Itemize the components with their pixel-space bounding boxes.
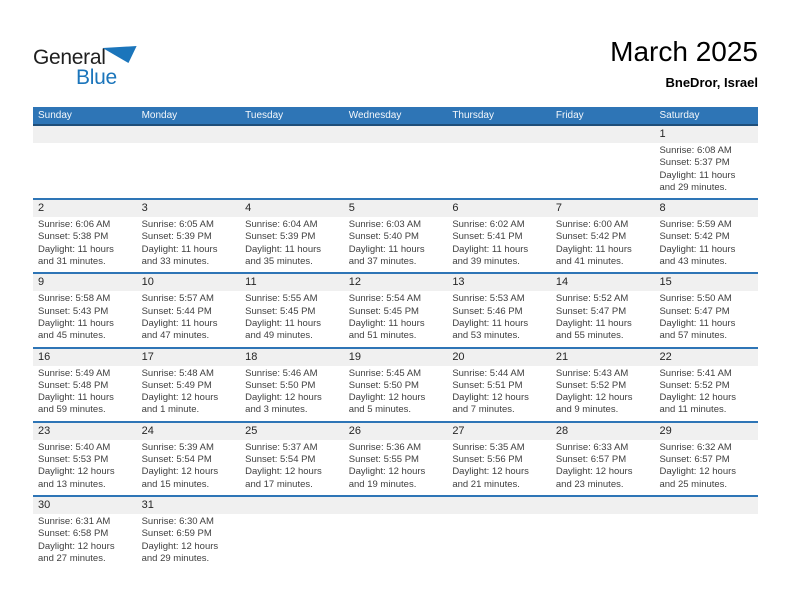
day-number: 16 xyxy=(38,350,51,363)
sunset-text: Sunset: 5:50 PM xyxy=(245,379,316,391)
day-number xyxy=(240,126,344,143)
sunrise-text: Sunrise: 5:46 AM xyxy=(245,367,318,379)
calendar-week-row xyxy=(33,495,758,569)
daylight-text: Daylight: 12 hours and 27 minutes. xyxy=(38,540,115,564)
sunset-text: Sunset: 5:39 PM xyxy=(245,231,316,243)
weekday-header-wednesday: Wednesday xyxy=(348,110,402,121)
day-number: 22 xyxy=(659,350,672,363)
day-cell xyxy=(551,514,655,569)
day-number: 12 xyxy=(348,276,361,289)
day-cell xyxy=(551,366,655,421)
day-number: 21 xyxy=(555,350,569,363)
weekday-header-sunday: Sunday xyxy=(38,110,72,121)
daylight-text: Daylight: 12 hours and 17 minutes. xyxy=(245,466,322,490)
day-cell xyxy=(447,366,551,421)
sunrise-text: Sunrise: 6:08 AM xyxy=(659,145,732,156)
sunrise-text: Sunrise: 6:02 AM xyxy=(452,219,525,231)
calendar-weeks xyxy=(33,126,758,569)
daylight-text: Daylight: 11 hours and 53 minutes. xyxy=(452,317,529,342)
day-number-band xyxy=(33,200,758,217)
sunrise-text: Sunrise: 5:37 AM xyxy=(245,441,318,453)
day-number-band xyxy=(33,423,758,440)
page-title: March 2025 xyxy=(610,36,758,67)
sunrise-text: Sunrise: 5:55 AM xyxy=(245,293,318,305)
day-cell xyxy=(654,217,758,272)
day-details-row xyxy=(33,217,758,272)
daylight-text: Daylight: 12 hours and 9 minutes. xyxy=(555,392,633,416)
sunrise-text: Sunrise: 6:33 AM xyxy=(555,441,629,453)
calendar-week-row xyxy=(33,198,758,272)
day-number: 15 xyxy=(659,276,672,289)
day-cell xyxy=(344,440,448,495)
daylight-text: Daylight: 11 hours and 39 minutes. xyxy=(452,243,529,268)
day-number-band xyxy=(33,126,758,143)
sunset-text: Sunset: 5:56 PM xyxy=(452,454,523,466)
day-number: 3 xyxy=(141,202,148,215)
day-number: 4 xyxy=(245,202,252,215)
logo-text-general: General xyxy=(33,46,106,69)
daylight-text: Daylight: 11 hours and 31 minutes. xyxy=(38,243,114,268)
day-number: 11 xyxy=(245,276,257,289)
day-number: 14 xyxy=(555,276,569,289)
sunrise-text: Sunrise: 5:35 AM xyxy=(452,441,525,453)
day-cell xyxy=(137,291,241,346)
day-number-band xyxy=(33,497,758,514)
sunrise-text: Sunrise: 5:45 AM xyxy=(348,367,422,379)
title-block xyxy=(610,36,758,90)
day-number: 31 xyxy=(141,498,154,511)
day-number: 10 xyxy=(141,276,154,289)
logo-text-blue: Blue xyxy=(76,66,117,89)
day-number xyxy=(137,126,241,143)
day-number: 25 xyxy=(245,424,258,437)
day-number xyxy=(447,497,551,514)
day-cell xyxy=(33,217,137,272)
sunrise-text: Sunrise: 5:40 AM xyxy=(38,441,111,453)
day-cell xyxy=(447,291,551,346)
day-cell xyxy=(240,291,344,346)
day-cell xyxy=(654,514,758,569)
sunrise-text: Sunrise: 5:43 AM xyxy=(555,367,629,379)
daylight-text: Daylight: 11 hours and 51 minutes. xyxy=(348,317,425,342)
sunset-text: Sunset: 5:49 PM xyxy=(141,379,212,391)
day-number xyxy=(33,126,137,143)
day-number: 2 xyxy=(38,202,45,215)
day-number: 26 xyxy=(348,424,361,437)
day-cell xyxy=(137,143,241,198)
sunrise-text: Sunrise: 5:57 AM xyxy=(141,293,214,305)
sunrise-text: Sunrise: 5:53 AM xyxy=(452,293,525,305)
day-cell xyxy=(137,514,241,569)
day-cell xyxy=(344,217,448,272)
day-number: 27 xyxy=(452,424,465,437)
sunset-text: Sunset: 5:41 PM xyxy=(452,231,523,243)
sunset-text: Sunset: 5:55 PM xyxy=(348,454,419,466)
weekday-header-saturday: Saturday xyxy=(659,110,700,121)
day-cell xyxy=(447,143,551,198)
sunset-text: Sunset: 5:37 PM xyxy=(659,157,730,169)
sunset-text: Sunset: 5:54 PM xyxy=(245,454,316,466)
daylight-text: Daylight: 12 hours and 21 minutes. xyxy=(452,466,529,490)
sunset-text: Sunset: 6:58 PM xyxy=(38,528,109,540)
daylight-text: Daylight: 11 hours and 55 minutes. xyxy=(555,317,632,342)
sunset-text: Sunset: 5:45 PM xyxy=(245,305,316,317)
weekday-header-friday: Friday xyxy=(555,110,584,121)
weekday-header-thursday: Thursday xyxy=(452,110,494,121)
day-number: 24 xyxy=(141,424,154,437)
calendar-table xyxy=(33,107,758,569)
day-number xyxy=(551,497,655,514)
day-number-band xyxy=(33,349,758,366)
day-number: 18 xyxy=(245,350,258,363)
daylight-text: Daylight: 12 hours and 15 minutes. xyxy=(141,466,219,490)
day-number: 30 xyxy=(38,498,51,511)
sunset-text: Sunset: 5:39 PM xyxy=(141,231,212,243)
day-cell xyxy=(654,143,758,198)
sunrise-text: Sunrise: 6:30 AM xyxy=(141,515,214,527)
day-cell xyxy=(654,440,758,495)
sunrise-text: Sunrise: 5:59 AM xyxy=(659,219,732,231)
weekday-header-monday: Monday xyxy=(141,110,178,121)
sunset-text: Sunset: 5:51 PM xyxy=(452,379,523,391)
sunset-text: Sunset: 5:38 PM xyxy=(38,231,109,243)
logo-triangle-icon xyxy=(103,46,137,63)
sunset-text: Sunset: 5:44 PM xyxy=(141,305,212,317)
day-details-row xyxy=(33,514,758,569)
sunset-text: Sunset: 6:57 PM xyxy=(659,454,730,466)
sunset-text: Sunset: 5:45 PM xyxy=(348,305,419,317)
weekday-header-row xyxy=(33,107,758,126)
daylight-text: Daylight: 11 hours and 45 minutes. xyxy=(38,317,114,342)
day-cell xyxy=(654,366,758,421)
sunrise-text: Sunrise: 5:36 AM xyxy=(348,441,422,453)
day-cell xyxy=(240,514,344,569)
location-subtitle: BneDror, Israel xyxy=(665,75,758,90)
sunrise-text: Sunrise: 5:44 AM xyxy=(452,367,525,379)
day-cell xyxy=(33,366,137,421)
sunset-text: Sunset: 5:52 PM xyxy=(659,379,730,391)
sunrise-text: Sunrise: 5:52 AM xyxy=(555,293,629,305)
calendar-week-row xyxy=(33,272,758,346)
day-cell xyxy=(447,514,551,569)
sunset-text: Sunset: 5:46 PM xyxy=(452,305,523,317)
sunrise-text: Sunrise: 6:31 AM xyxy=(38,515,111,527)
daylight-text: Daylight: 12 hours and 1 minute. xyxy=(141,392,219,416)
day-details-row xyxy=(33,143,758,198)
day-number: 6 xyxy=(452,202,459,215)
daylight-text: Daylight: 12 hours and 23 minutes. xyxy=(555,466,633,490)
sunrise-text: Sunrise: 5:48 AM xyxy=(141,367,214,379)
daylight-text: Daylight: 11 hours and 35 minutes. xyxy=(245,243,322,268)
day-number: 20 xyxy=(452,350,465,363)
day-cell xyxy=(137,440,241,495)
day-details-row xyxy=(33,440,758,495)
day-number: 29 xyxy=(659,424,672,437)
day-cell xyxy=(344,291,448,346)
sunset-text: Sunset: 5:42 PM xyxy=(555,231,627,243)
daylight-text: Daylight: 12 hours and 7 minutes. xyxy=(452,392,529,416)
day-cell xyxy=(240,217,344,272)
day-number: 13 xyxy=(452,276,465,289)
sunset-text: Sunset: 5:50 PM xyxy=(348,379,419,391)
sunset-text: Sunset: 5:53 PM xyxy=(38,454,109,466)
day-cell xyxy=(344,143,448,198)
sunset-text: Sunset: 5:52 PM xyxy=(555,379,627,391)
daylight-text: Daylight: 11 hours and 33 minutes. xyxy=(141,243,218,268)
day-number: 5 xyxy=(348,202,355,215)
daylight-text: Daylight: 11 hours and 59 minutes. xyxy=(38,392,114,416)
day-cell xyxy=(33,514,137,569)
sunset-text: Sunset: 5:42 PM xyxy=(659,231,730,243)
day-cell xyxy=(240,440,344,495)
day-cell xyxy=(447,440,551,495)
daylight-text: Daylight: 12 hours and 13 minutes. xyxy=(38,466,115,490)
day-number: 17 xyxy=(141,350,154,363)
day-number: 9 xyxy=(38,276,45,289)
day-details-row xyxy=(33,291,758,346)
daylight-text: Daylight: 12 hours and 5 minutes. xyxy=(348,392,426,416)
calendar-week-row xyxy=(33,421,758,495)
day-cell xyxy=(344,514,448,569)
sunrise-text: Sunrise: 5:41 AM xyxy=(659,367,732,379)
daylight-text: Daylight: 12 hours and 29 minutes. xyxy=(141,540,219,564)
day-cell xyxy=(447,217,551,272)
day-number-band xyxy=(33,274,758,291)
daylight-text: Daylight: 12 hours and 3 minutes. xyxy=(245,392,322,416)
day-number: 8 xyxy=(659,202,666,215)
daylight-text: Daylight: 12 hours and 11 minutes. xyxy=(659,392,737,416)
sunset-text: Sunset: 5:47 PM xyxy=(555,305,627,317)
sunrise-text: Sunrise: 6:00 AM xyxy=(555,219,629,231)
sunrise-text: Sunrise: 5:39 AM xyxy=(141,441,214,453)
calendar-week-row xyxy=(33,126,758,198)
day-cell xyxy=(33,440,137,495)
day-cell xyxy=(551,143,655,198)
sunset-text: Sunset: 6:57 PM xyxy=(555,454,627,466)
general-blue-logo xyxy=(33,46,173,96)
day-cell xyxy=(551,291,655,346)
day-cell xyxy=(137,217,241,272)
daylight-text: Daylight: 11 hours and 47 minutes. xyxy=(141,317,218,342)
day-number xyxy=(344,126,448,143)
daylight-text: Daylight: 11 hours and 49 minutes. xyxy=(245,317,322,342)
day-cell xyxy=(240,143,344,198)
day-cell xyxy=(240,366,344,421)
day-cell xyxy=(551,440,655,495)
daylight-text: Daylight: 11 hours and 43 minutes. xyxy=(659,243,736,268)
daylight-text: Daylight: 11 hours and 41 minutes. xyxy=(555,243,632,268)
sunrise-text: Sunrise: 5:58 AM xyxy=(38,293,111,305)
day-cell xyxy=(551,217,655,272)
day-number: 23 xyxy=(38,424,51,437)
day-number xyxy=(654,497,758,514)
daylight-text: Daylight: 11 hours and 57 minutes. xyxy=(659,317,736,342)
day-cell xyxy=(344,366,448,421)
daylight-text: Daylight: 12 hours and 25 minutes. xyxy=(659,466,737,490)
sunset-text: Sunset: 6:59 PM xyxy=(141,528,212,540)
daylight-text: Daylight: 11 hours and 37 minutes. xyxy=(348,243,425,268)
day-number xyxy=(551,126,655,143)
day-number xyxy=(240,497,344,514)
day-number xyxy=(344,497,448,514)
day-cell xyxy=(33,143,137,198)
daylight-text: Daylight: 11 hours and 29 minutes. xyxy=(659,169,736,193)
day-number xyxy=(447,126,551,143)
sunrise-text: Sunrise: 6:05 AM xyxy=(141,219,214,231)
sunrise-text: Sunrise: 5:49 AM xyxy=(38,367,111,379)
sunrise-text: Sunrise: 6:32 AM xyxy=(659,441,732,453)
daylight-text: Daylight: 12 hours and 19 minutes. xyxy=(348,466,426,490)
day-number: 7 xyxy=(555,202,563,215)
sunrise-text: Sunrise: 6:03 AM xyxy=(348,219,422,231)
sunset-text: Sunset: 5:40 PM xyxy=(348,231,419,243)
day-number: 28 xyxy=(555,424,569,437)
sunset-text: Sunset: 5:47 PM xyxy=(659,305,730,317)
sunrise-text: Sunrise: 6:06 AM xyxy=(38,219,111,231)
sunset-text: Sunset: 5:54 PM xyxy=(141,454,212,466)
day-cell xyxy=(137,366,241,421)
day-cell xyxy=(654,291,758,346)
sunset-text: Sunset: 5:43 PM xyxy=(38,305,109,317)
sunrise-text: Sunrise: 5:50 AM xyxy=(659,293,732,305)
weekday-header-tuesday: Tuesday xyxy=(245,110,284,121)
sunrise-text: Sunrise: 6:04 AM xyxy=(245,219,318,231)
day-details-row xyxy=(33,366,758,421)
sunrise-text: Sunrise: 5:54 AM xyxy=(348,293,422,305)
day-number: 1 xyxy=(659,128,666,140)
day-cell xyxy=(33,291,137,346)
day-number: 19 xyxy=(348,350,361,363)
calendar-week-row xyxy=(33,347,758,421)
sunset-text: Sunset: 5:48 PM xyxy=(38,379,109,391)
